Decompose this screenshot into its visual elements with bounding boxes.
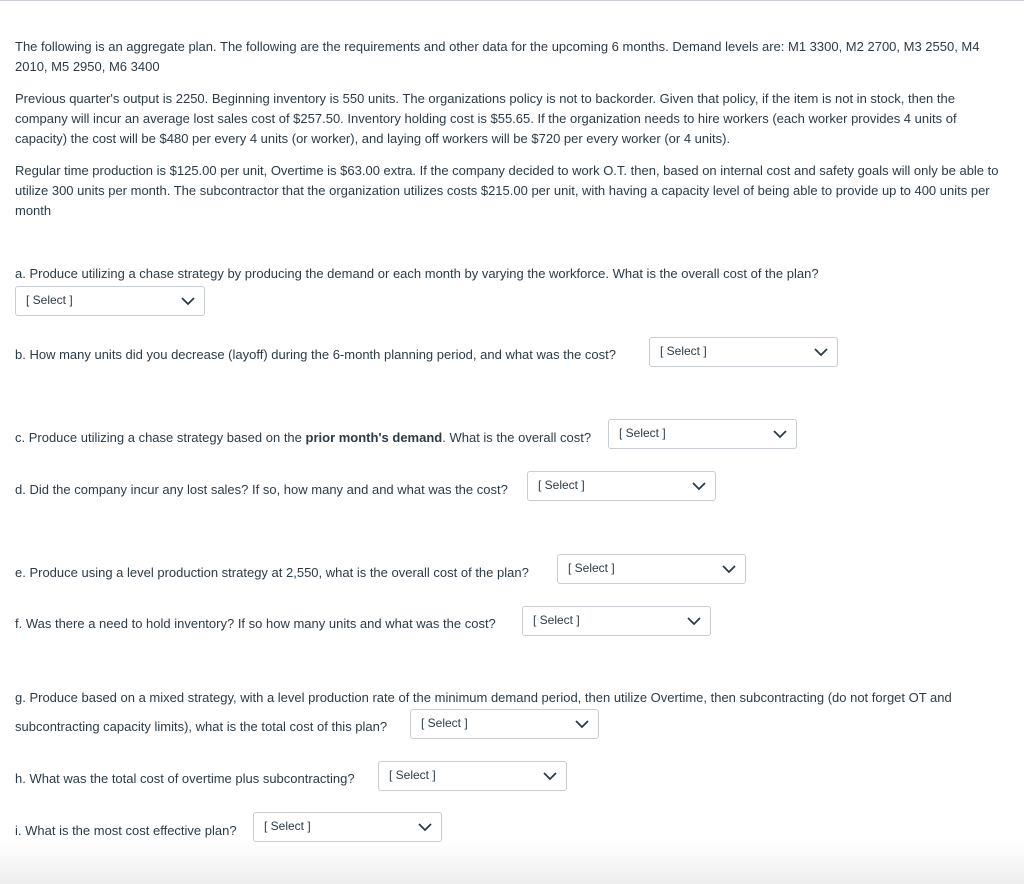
select-value: [ Select ]	[264, 819, 311, 833]
question-g-text-line2: subcontracting capacity limits), what is the total cost of this plan?	[15, 719, 388, 734]
chevron-down-icon	[686, 614, 702, 628]
chevron-down-icon	[574, 717, 590, 731]
question-b-text: b. How many units did you decrease (layoff) during the 6-month planning period, and what was the cost?	[15, 347, 616, 362]
question-g-select[interactable]	[410, 709, 599, 739]
question-i-text: i. What is the most cost effective plan?	[15, 823, 237, 838]
question-a-select[interactable]	[15, 286, 205, 316]
question-d-select[interactable]	[527, 471, 716, 501]
chevron-down-icon	[813, 345, 829, 359]
select-value: [ Select ]	[538, 478, 585, 492]
intro-paragraph-1: The following is an aggregate plan. The following are the requirements and other data for the upcoming 6 months. Demand levels are: M1 3300, M2 2700, M3 2550, M4 2010, M5 2950, M6 3400	[15, 39, 980, 74]
bottom-fade	[0, 840, 1024, 884]
question-f-select[interactable]	[522, 606, 711, 636]
question-g-text-line1: g. Produce based on a mixed strategy, with a level production rate of the minimum demand period, then utilize Overtime, then subcontracting (do not forget OT and	[15, 690, 952, 705]
select-value: [ Select ]	[389, 768, 436, 782]
question-a-text: a. Produce utilizing a chase strategy by producing the demand or each month by varying the workforce. What is the overall cost of the plan?	[15, 266, 819, 281]
top-border	[0, 0, 1024, 1]
question-b-select[interactable]	[649, 337, 838, 367]
question-e-select[interactable]	[557, 554, 746, 584]
question-h-text: h. What was the total cost of overtime plus subcontracting?	[15, 771, 355, 786]
chevron-down-icon	[772, 427, 788, 441]
select-value: [ Select ]	[619, 426, 666, 440]
question-f-text: f. Was there a need to hold inventory? If so how many units and what was the cost?	[15, 616, 496, 631]
question-i-select[interactable]	[253, 812, 442, 842]
question-c-text-pre: c. Produce utilizing a chase strategy based on the	[15, 430, 306, 445]
intro-paragraph-3: Regular time production is $125.00 per unit, Overtime is $63.00 extra. If the company decided to work O.T. then, based on internal cost and safety goals will only be able to utilize 300 units per month. The subcontractor that the organization utilizes costs $215.00 per unit, with having a capacity level of being able to provide up to 400 units per month	[15, 163, 999, 218]
select-value: [ Select ]	[26, 293, 73, 307]
select-value: [ Select ]	[421, 716, 468, 730]
question-c-select[interactable]	[608, 419, 797, 449]
chevron-down-icon	[180, 294, 196, 308]
question-e-text: e. Produce using a level production strategy at 2,550, what is the overall cost of the plan?	[15, 565, 529, 580]
chevron-down-icon	[721, 562, 737, 576]
chevron-down-icon	[542, 769, 558, 783]
question-h-select[interactable]	[378, 761, 567, 791]
question-c-text-post: . What is the overall cost?	[442, 430, 592, 445]
question-c-text-bold: prior month's demand	[305, 430, 443, 445]
chevron-down-icon	[417, 820, 433, 834]
select-value: [ Select ]	[568, 561, 615, 575]
question-d-text: d. Did the company incur any lost sales? If so, how many and and what was the cost?	[15, 482, 508, 497]
select-value: [ Select ]	[660, 344, 707, 358]
question-c-text	[15, 428, 591, 448]
intro-paragraph-2: Previous quarter's output is 2250. Beginning inventory is 550 units. The organizations policy is not to backorder. Given that policy, if the item is not in stock, then the company will incur an average lost sales cost of $257.50. Inventory holding cost is $55.65. If the organization needs to hire workers (each worker provides 4 units of capacity) the cost will be $480 per every 4 units (or worker), and laying off workers will be $720 per every worker (or 4 units).	[15, 91, 957, 146]
select-value: [ Select ]	[533, 613, 580, 627]
chevron-down-icon	[691, 479, 707, 493]
